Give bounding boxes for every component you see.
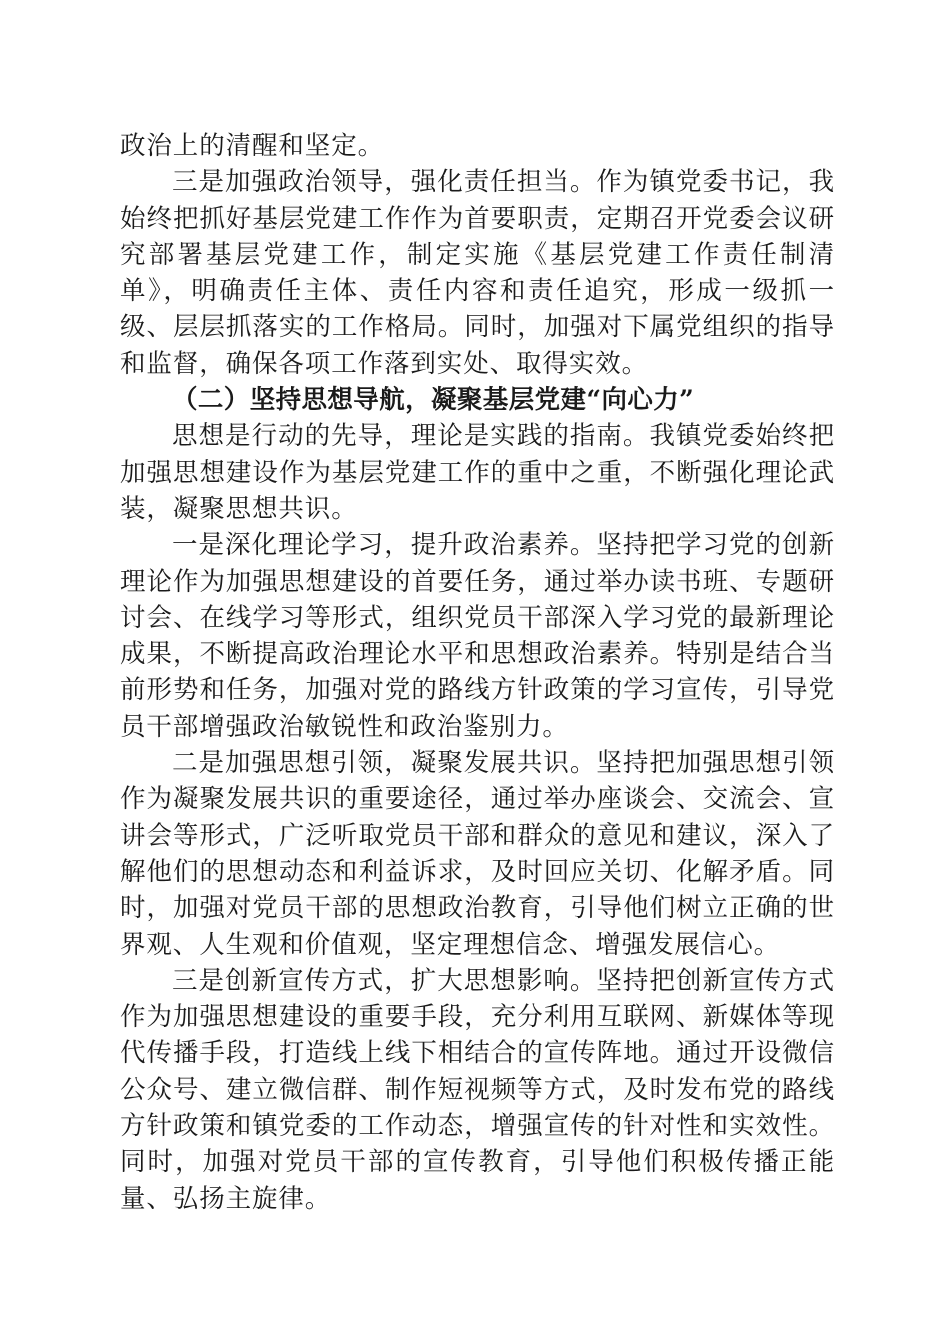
paragraph-political-leadership: 三是加强政治领导，强化责任担当。作为镇党委书记，我始终把抓好基层党建工作作为首要职责，定期召开党委会议研究部署基层党建工作，制定实施《基层党建工作责任制清单》，明确责任主体、责任内容和责任追究，形成一级抓一级、层层抓落实的工作格局。同时，加强对下属党组织的指导和监督，确保各项工作落到实处、取得实效。 xyxy=(120,167,835,379)
paragraph-ideology-intro: 思想是行动的先导，理论是实践的指南。我镇党委始终把加强思想建设作为基层党建工作的重中之重，不断强化理论武装，凝聚思想共识。 xyxy=(120,421,835,524)
paragraph-continuation: 政治上的清醒和坚定。 xyxy=(120,131,385,161)
document-body xyxy=(120,128,835,1217)
section-heading-ideological-guidance: （二）坚持思想导航，凝聚基层党建“向心力” xyxy=(172,385,695,416)
paragraph-theory-study: 一是深化理论学习，提升政治素养。坚持把学习党的创新理论作为加强思想建设的首要任务，通过举办读书班、专题研讨会、在线学习等形式，组织党员干部深入学习党的最新理论成果，不断提高政治理论水平和思想政治素养。特别是结合当前形势和任务，加强对党的路线方针政策的学习宣传，引导党员干部增强政治敏锐性和政治鉴别力。 xyxy=(120,530,835,742)
paragraph-ideological-leadership: 二是加强思想引领，凝聚发展共识。坚持把加强思想引领作为凝聚发展共识的重要途径，通过举办座谈会、交流会、宣讲会等形式，广泛听取党员干部和群众的意见和建议，深入了解他们的思想动态和利益诉求，及时回应关切、化解矛盾。同时，加强对党员干部的思想政治教育，引导他们树立正确的世界观、人生观和价值观，坚定理想信念、增强发展信心。 xyxy=(120,748,835,960)
paragraph-publicity-innovation: 三是创新宣传方式，扩大思想影响。坚持把创新宣传方式作为加强思想建设的重要手段，充分利用互联网、新媒体等现代传播手段，打造线上线下相结合的宣传阵地。通过开设微信公众号、建立微信群、制作短视频等方式，及时发布党的路线方针政策和镇党委的工作动态，增强宣传的针对性和实效性。同时，加强对党员干部的宣传教育，引导他们积极传播正能量、弘扬主旋律。 xyxy=(120,965,835,1214)
